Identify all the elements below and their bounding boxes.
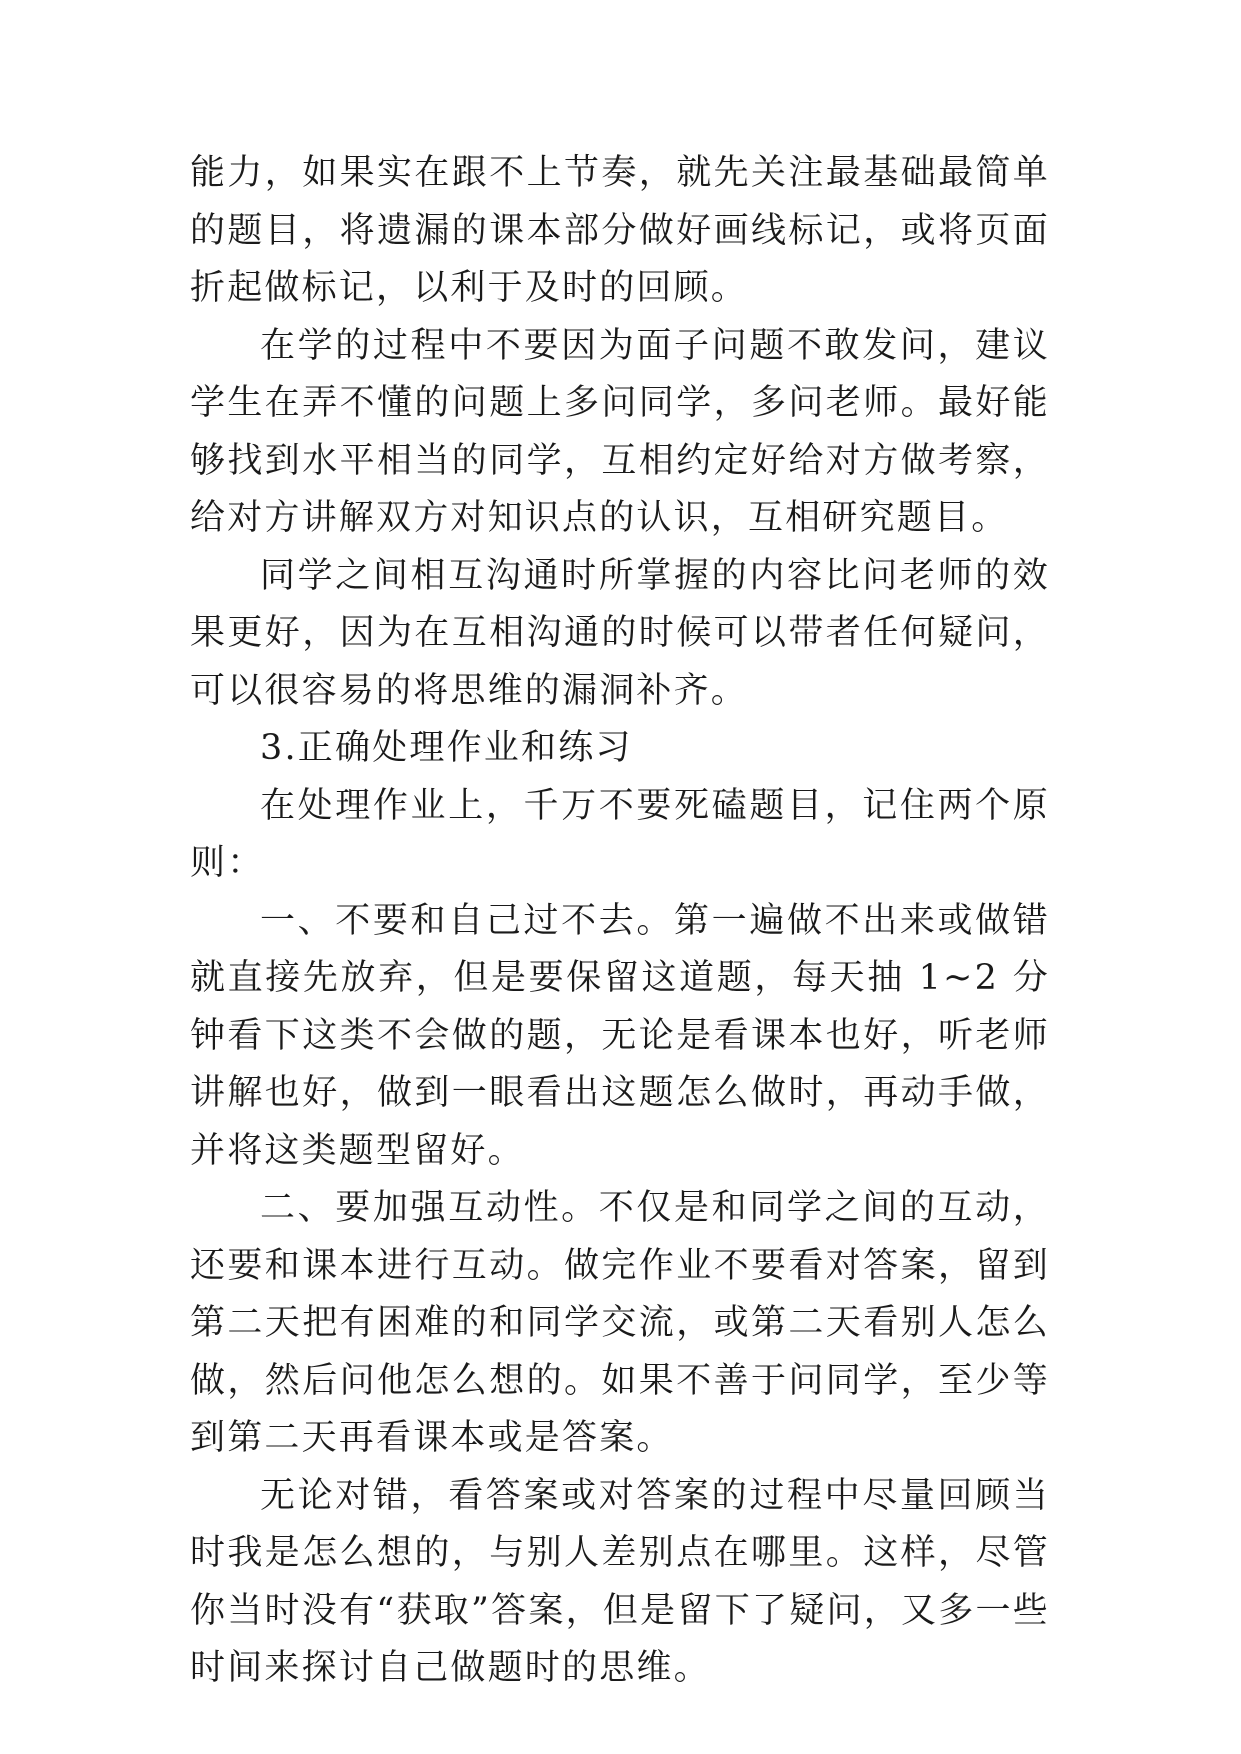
paragraph-7: 二、要加强互动性。不仅是和同学之间的互动，还要和课本进行互动。做完作业不要看对答案，留到第二天把有困难的和同学交流，或第二天看别人怎么做，然后问他怎么想的。如果不善于问同学，至少等到第二天再看课本或是答案。 bbox=[190, 1188, 1050, 1458]
paragraph-1: 能力，如果实在跟不上节奏，就先关注最基础最简单的题目，将遗漏的课本部分做好画线标记，或将页面折起做标记，以利于及时的回顾。 bbox=[190, 153, 1050, 308]
paragraph-8: 无论对错，看答案或对答案的过程中尽量回顾当时我是怎么想的，与别人差别点在哪里。这样，尽管你当时没有“获取”答案，但是留下了疑问，又多一些时间来探讨自己做题时的思维。 bbox=[190, 1475, 1050, 1688]
paragraph-2: 在学的过程中不要因为面子问题不敢发问，建议学生在弄不懂的问题上多问同学，多问老师。最好能够找到水平相当的同学，互相约定好给对方做考察，给对方讲解双方对知识点的认识，互相研究题目。 bbox=[190, 325, 1050, 538]
section-heading: 3.正确处理作业和练习 bbox=[260, 728, 633, 768]
paragraph-5: 在处理作业上，千万不要死磕题目，记住两个原则： bbox=[190, 785, 1050, 883]
paragraph-6: 一、不要和自己过不去。第一遍做不出来或做错就直接先放弃，但是要保留这道题，每天抽 1~2 分钟看下这类不会做的题，无论是看课本也好，听老师讲解也好，做到一眼看出这题怎么做时，再动手做，并将这类题型留好。 bbox=[190, 900, 1050, 1171]
paragraph-3: 同学之间相互沟通时所掌握的内容比问老师的效果更好，因为在互相沟通的时候可以带者任何疑问，可以很容易的将思维的漏洞补齐。 bbox=[190, 555, 1050, 711]
document-body bbox=[190, 145, 1050, 1698]
